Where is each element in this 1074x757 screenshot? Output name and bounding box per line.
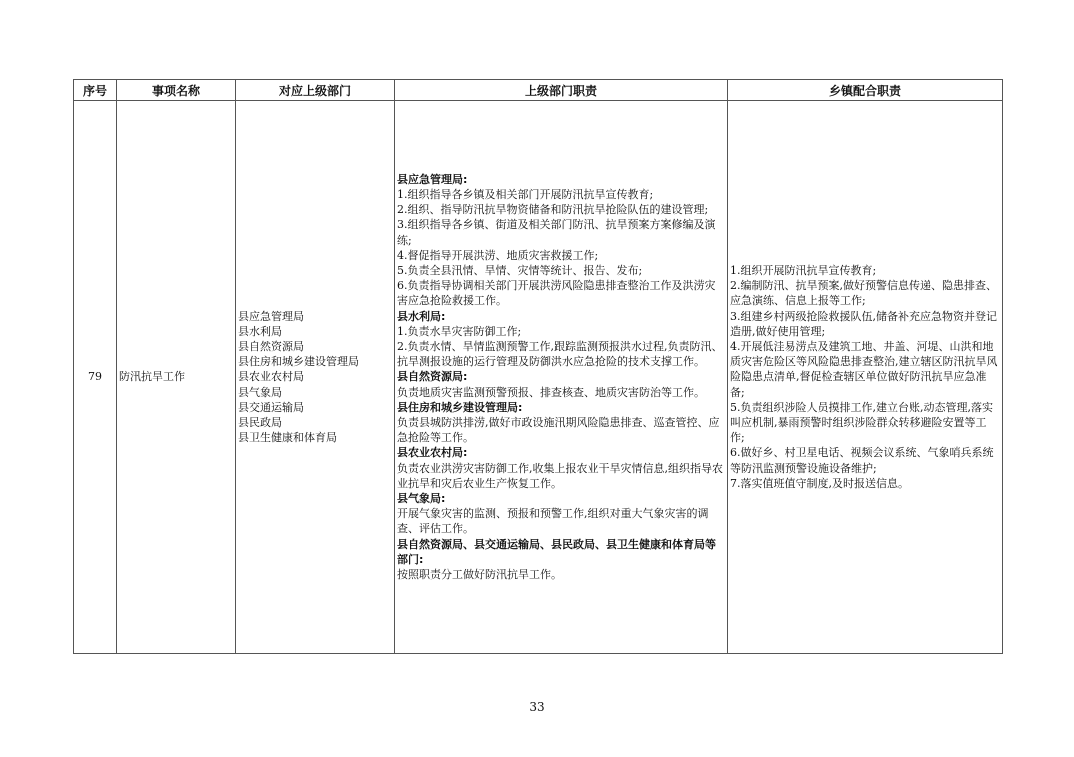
dept-item: 县水利局 [238, 324, 282, 338]
duty-line: 开展气象灾害的监测、预报和预警工作,组织对重大气象灾害的调查、评估工作。 [397, 507, 709, 536]
town-duty-line: 6.做好乡、村卫星电话、视频会议系统、气象哨兵系统等防汛监测预警设施设备维护; [730, 446, 994, 475]
header-upper-dept: 对应上级部门 [236, 80, 395, 101]
upper-duties [395, 101, 728, 654]
duty-line: 1.负责水旱灾害防御工作; [397, 324, 522, 338]
town-duties [728, 101, 1003, 654]
upper-dept-title: 县应急管理局: [397, 172, 468, 186]
dept-item: 县气象局 [238, 385, 282, 399]
dept-item: 县应急管理局 [238, 309, 304, 323]
duty-line: 2.组织、指导防汛抗旱物资储备和防汛抗旱抢险队伍的建设管理; [397, 203, 709, 217]
town-duty-line: 7.落实值班值守制度,及时报送信息。 [730, 476, 909, 490]
header-upper-duties: 上级部门职责 [395, 80, 728, 101]
upper-dept-title: 县自然资源局: [397, 370, 468, 384]
header-item-name: 事项名称 [117, 80, 236, 101]
duty-line: 负责县城防洪排涝,做好市政设施汛期风险隐患排查、巡查管控、应急抢险等工作。 [397, 416, 720, 445]
town-duty-line: 4.开展低洼易涝点及建筑工地、井盖、河堤、山洪和地质灾害危险区等风险隐患排查整治,建立辖区防汛抗旱风险隐患点清单,督促检查辖区单位做好防汛抗旱应急准备; [730, 339, 998, 399]
duty-line: 5.负责全县汛情、旱情、灾情等统计、报告、发布; [397, 263, 643, 277]
dept-item: 县住房和城乡建设管理局 [238, 355, 359, 369]
dept-item: 县交通运输局 [238, 400, 304, 414]
table-row [74, 101, 1003, 654]
town-duty-line: 3.组建乡村两级抢险救援队伍,储备补充应急物资并登记造册,做好使用管理; [730, 309, 997, 338]
duty-table [73, 79, 1003, 654]
duty-line: 2.负责水情、旱情监测预警工作,跟踪监测预报洪水过程,负责防汛、抗旱测报设施的运行管理及防御洪水应急抢险的技术支撑工作。 [397, 339, 723, 369]
dept-list [236, 101, 395, 654]
upper-dept-title: 县农业农村局: [397, 446, 468, 460]
dept-item: 县农业农村局 [238, 370, 304, 384]
item-name: 防汛抗旱工作 [117, 101, 236, 654]
dept-item: 县自然资源局 [238, 339, 304, 353]
duty-line: 6.负责指导协调相关部门开展洪涝风险隐患排查整治工作及洪涝灾害应急抢险救援工作。 [397, 279, 716, 308]
town-duty-line: 2.编制防汛、抗旱预案,做好预警信息传递、隐患排查、应急演练、信息上报等工作; [730, 279, 997, 308]
dept-item: 县民政局 [238, 416, 282, 429]
upper-dept-title: 县住房和城乡建设管理局: [397, 400, 523, 414]
page-number: 33 [529, 700, 545, 714]
upper-dept-title: 县水利局: [397, 309, 446, 323]
header-row [74, 80, 1003, 101]
duty-line: 4.督促指导开展洪涝、地质灾害救援工作; [397, 248, 599, 262]
town-duty-line: 1.组织开展防汛抗旱宣传教育; [730, 263, 877, 277]
duty-line: 1.组织指导各乡镇及相关部门开展防汛抗旱宣传教育; [397, 187, 654, 201]
dept-item: 县卫生健康和体育局 [238, 431, 337, 445]
duty-line: 负责地质灾害监测预警预报、排查核查、地质灾害防治等工作。 [397, 385, 705, 399]
upper-dept-title: 县自然资源局、县交通运输局、县民政局、县卫生健康和体育局等部门: [397, 537, 716, 566]
header-town-duties: 乡镇配合职责 [728, 80, 1003, 101]
duty-line: 负责农业洪涝灾害防御工作,收集上报农业干旱灾情信息,组织指导农业抗旱和灾后农业生产恢复工作。 [397, 461, 723, 490]
header-no: 序号 [74, 80, 117, 101]
upper-dept-title: 县气象局: [397, 492, 446, 506]
row-number: 79 [74, 101, 117, 654]
town-duty-line: 5.负责组织涉险人员摸排工作,建立台账,动态管理,落实叫应机制,暴雨预警时组织涉险群众转移避险安置等工作; [730, 400, 993, 445]
duty-line: 3.组织指导各乡镇、街道及相关部门防汛、抗旱预案方案修编及演练; [397, 218, 716, 247]
duty-line: 按照职责分工做好防汛抗旱工作。 [397, 568, 562, 582]
